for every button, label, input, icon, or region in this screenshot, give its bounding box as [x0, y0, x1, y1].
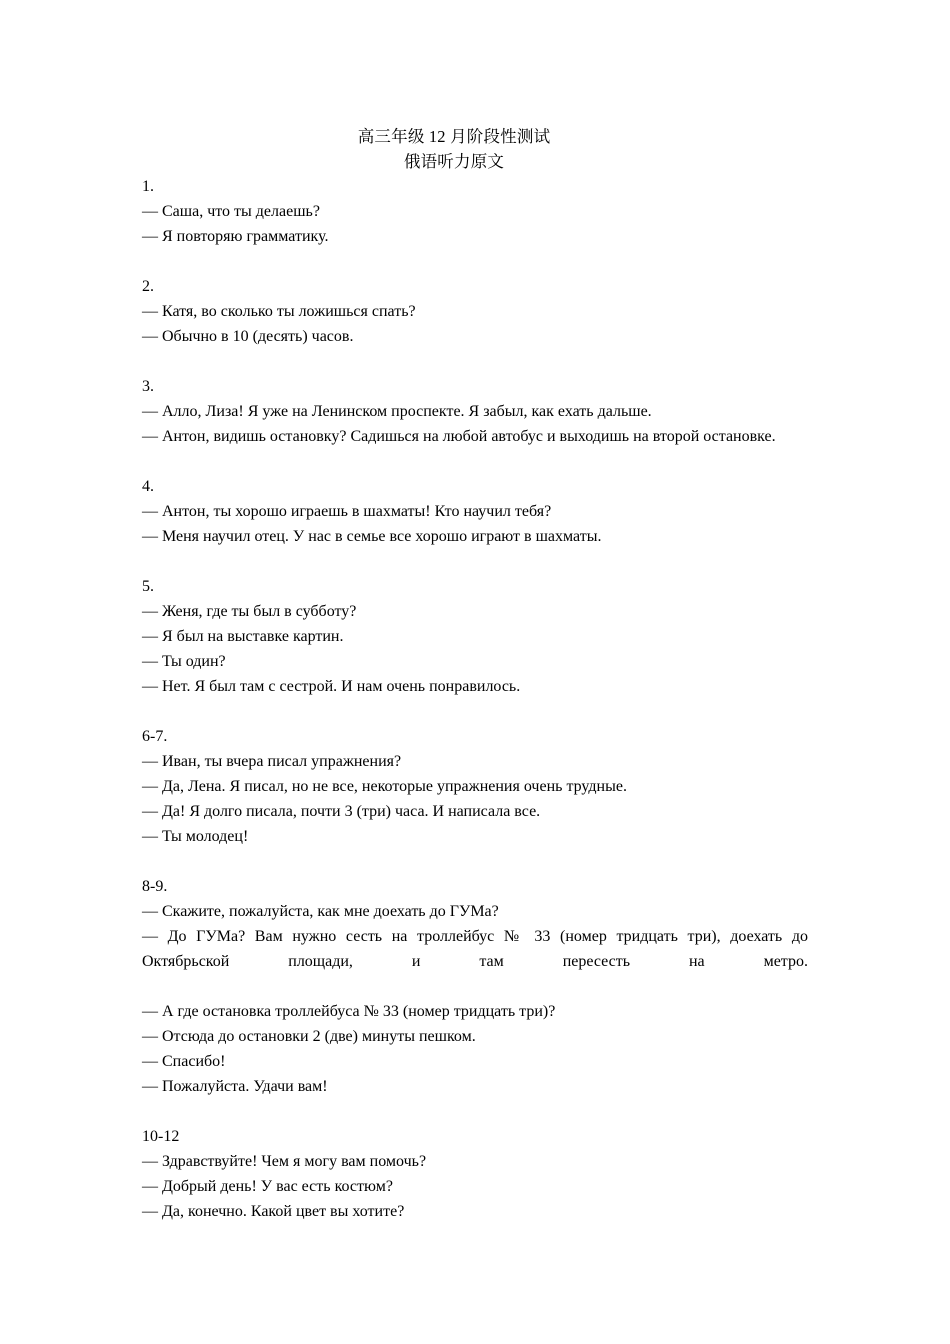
- dialogue-line: — Ты один?: [142, 653, 226, 670]
- dialogue-line: — Да, конечно. Какой цвет вы хотите?: [142, 1203, 405, 1220]
- dialogue-line: — Пожалуйста. Удачи вам!: [142, 1078, 328, 1095]
- section-spacer: [142, 349, 808, 374]
- dialogue-section: [142, 574, 808, 699]
- dialogue-line: — Обычно в 10 (десять) часов.: [142, 328, 354, 345]
- section-spacer: [142, 1099, 808, 1124]
- dialogue-section: [142, 474, 808, 549]
- dialogue-line: — Алло, Лиза! Я уже на Ленинском проспекте. Я забыл, как ехать дальше.: [142, 403, 652, 420]
- document-title: 高三年级 12 月阶段性测试: [357, 127, 551, 146]
- section-number: 3.: [142, 378, 154, 395]
- dialogue-line: — А где остановка троллейбуса № 33 (номер тридцать три)?: [142, 1003, 556, 1020]
- section-spacer: [142, 449, 808, 474]
- dialogue-line: — Саша, что ты делаешь?: [142, 203, 320, 220]
- dialogue-section: [142, 1124, 808, 1224]
- document-subtitle: 俄语听力原文: [403, 152, 505, 171]
- section-number: 2.: [142, 278, 154, 295]
- section-number: 10-12: [142, 1128, 180, 1145]
- dialogue-line: — Меня научил отец. У нас в семье все хорошо играют в шахматы.: [142, 528, 602, 545]
- dialogue-line: — Ты молодец!: [142, 828, 249, 845]
- document-body: [142, 124, 808, 1224]
- section-number: 1.: [142, 178, 154, 195]
- section-spacer: [142, 699, 808, 724]
- dialogue-section: [142, 374, 808, 449]
- dialogue-line: — Антон, видишь остановку? Садишься на любой автобус и выходишь на второй остановке.: [142, 428, 776, 445]
- dialogue-line: — Скажите, пожалуйста, как мне доехать до ГУМа?: [142, 903, 499, 920]
- section-spacer: [142, 249, 808, 274]
- dialogue-line: — Катя, во сколько ты ложишься спать?: [142, 303, 416, 320]
- dialogue-line: — Да! Я долго писала, почти 3 (три) часа. И написала все.: [142, 803, 541, 820]
- section-number: 8-9.: [142, 878, 168, 895]
- dialogue-line: — Я повторяю грамматику.: [142, 228, 329, 245]
- dialogue-section: [142, 874, 808, 1099]
- section-spacer: [142, 549, 808, 574]
- dialogue-section: [142, 724, 808, 849]
- dialogue-line: — Иван, ты вчера писал упражнения?: [142, 753, 402, 770]
- section-number: 5.: [142, 578, 154, 595]
- dialogue-section: [142, 174, 808, 249]
- dialogue-line: — Нет. Я был там с сестрой. И нам очень понравилось.: [142, 678, 521, 695]
- dialogue-line: — Здравствуйте! Чем я могу вам помочь?: [142, 1153, 427, 1170]
- dialogue-line: — Спасибо!: [142, 1053, 226, 1070]
- section-spacer: [142, 849, 808, 874]
- dialogue-section: [142, 274, 808, 349]
- dialogue-sections: [142, 174, 808, 1224]
- dialogue-line: — Да, Лена. Я писал, но не все, некоторые упражнения очень трудные.: [142, 778, 627, 795]
- section-number: 4.: [142, 478, 154, 495]
- dialogue-line: — Женя, где ты был в субботу?: [142, 603, 357, 620]
- dialogue-line: — Я был на выставке картин.: [142, 628, 344, 645]
- dialogue-line: — Отсюда до остановки 2 (две) минуты пешком.: [142, 1028, 476, 1045]
- section-number: 6-7.: [142, 728, 168, 745]
- dialogue-line: — До ГУМа? Вам нужно сесть на троллейбус № 33 (номер тридцать три), доехать до Октябрьской площади, и там пересесть на метро.: [142, 928, 808, 970]
- dialogue-line: — Добрый день! У вас есть костюм?: [142, 1178, 393, 1195]
- dialogue-line: — Антон, ты хорошо играешь в шахматы! Кто научил тебя?: [142, 503, 552, 520]
